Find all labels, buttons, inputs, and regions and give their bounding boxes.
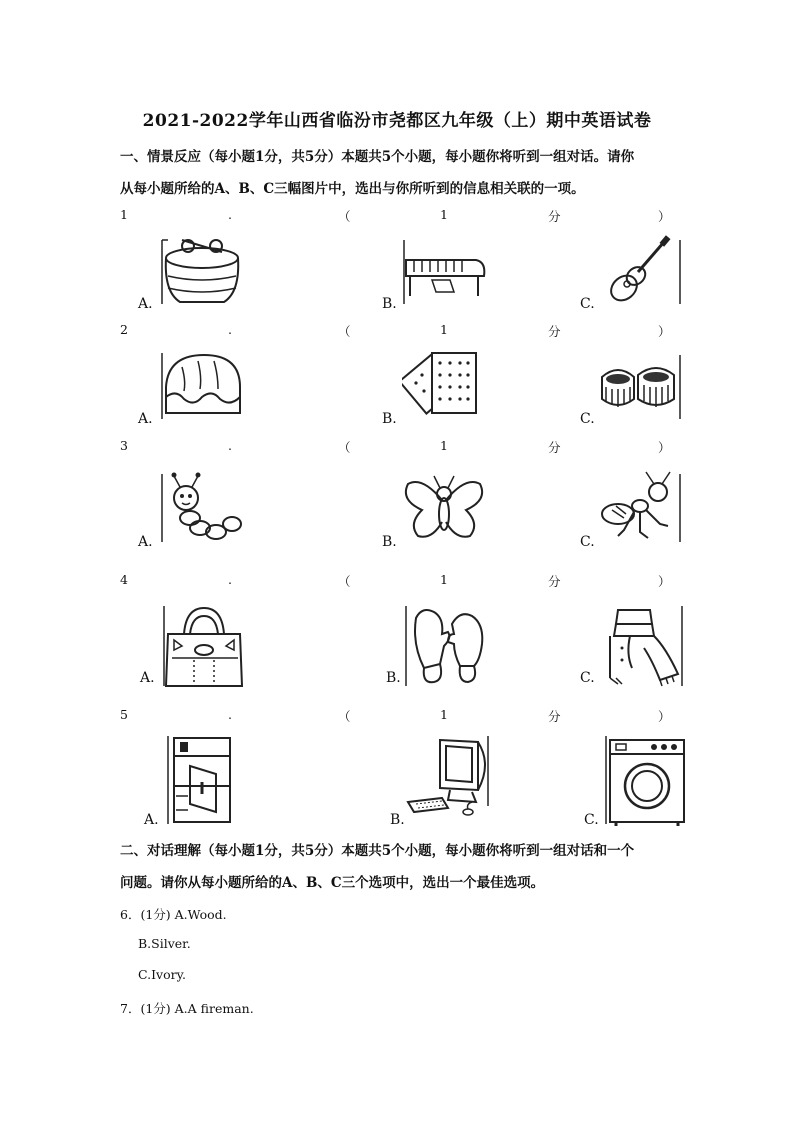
option-label: A.: [144, 812, 159, 828]
question-6-option-b[interactable]: B.Silver.: [138, 936, 191, 951]
question-4-option-b[interactable]: [386, 604, 488, 686]
score-value: 1: [440, 322, 448, 337]
question-1-header: [120, 207, 670, 225]
question-2-header: [120, 322, 670, 340]
score-unit: 分: [548, 324, 561, 339]
section1-line1: 一、情景反应（每小题1分，共5分）本题共5个小题，每小题你将听到一组对话。请你: [120, 149, 635, 165]
question-5-option-b[interactable]: [390, 734, 490, 828]
butterfly-icon: [402, 470, 486, 546]
option-label: B.: [382, 534, 397, 550]
score-unit: 分: [548, 209, 561, 224]
question-dot: .: [228, 207, 232, 222]
left-paren: （: [338, 709, 351, 724]
right-paren: ）: [658, 209, 671, 224]
question-2-option-c[interactable]: [580, 347, 682, 427]
question-6-option-c[interactable]: C.Ivory.: [138, 967, 186, 982]
fridge-icon: [166, 734, 250, 826]
exam-title: 2021-2022学年山西省临汾市尧都区九年级（上）期中英语试卷: [142, 111, 652, 131]
question-1-option-a[interactable]: [138, 232, 244, 312]
question-number: 4: [120, 572, 128, 587]
section2-instructions: [120, 835, 680, 899]
question-2-option-a[interactable]: [138, 347, 244, 427]
question-7-stem: 7．(1分) A.A fireman.: [120, 1001, 254, 1016]
option-label: C.: [584, 812, 599, 828]
score-unit: 分: [548, 709, 561, 724]
question-3-option-a[interactable]: [138, 470, 244, 550]
option-label: B.: [382, 411, 397, 427]
handbag-icon: [162, 604, 246, 688]
right-paren: ）: [658, 709, 671, 724]
question-number: 3: [120, 438, 128, 453]
option-label: B.: [386, 670, 401, 686]
score-unit: 分: [548, 440, 561, 455]
question-5-option-c[interactable]: [584, 734, 688, 828]
question-3-option-b[interactable]: [382, 470, 486, 550]
mittens-icon: [404, 604, 488, 688]
right-paren: ）: [658, 324, 671, 339]
ant-icon: [598, 470, 682, 546]
score-value: 1: [440, 707, 448, 722]
piano-icon: [402, 232, 486, 308]
computer-icon: [406, 734, 490, 826]
question-3-option-c[interactable]: [580, 470, 682, 550]
washing-machine-icon: [604, 734, 688, 826]
question-5-option-a[interactable]: [144, 734, 250, 828]
question-3-header: [120, 438, 670, 456]
caterpillar-icon: [160, 470, 244, 546]
guitar-icon: [598, 232, 682, 308]
bread-icon: [160, 347, 244, 423]
section2-line2: 问题。请你从每小题所给的A、B、C三个选项中，选出一个最佳选项。: [120, 875, 545, 891]
section1-instructions: [120, 141, 680, 205]
question-number: 5: [120, 707, 128, 722]
question-4-header: [120, 572, 670, 590]
option-label: A.: [138, 411, 153, 427]
question-1-option-b[interactable]: [382, 232, 486, 312]
question-dot: .: [228, 322, 232, 337]
left-paren: （: [338, 440, 351, 455]
question-4-option-c[interactable]: [580, 604, 684, 686]
option-label: A.: [140, 670, 155, 686]
option-label: C.: [580, 296, 595, 312]
question-dot: .: [228, 572, 232, 587]
left-paren: （: [338, 209, 351, 224]
score-value: 1: [440, 438, 448, 453]
right-paren: ）: [658, 440, 671, 455]
option-label: C.: [580, 534, 595, 550]
scarf-icon: [600, 604, 684, 688]
score-unit: 分: [548, 574, 561, 589]
option-label: B.: [382, 296, 397, 312]
section2-line1: 二、对话理解（每小题1分，共5分）本题共5个小题，每小题你将听到一组对话和一个: [120, 843, 635, 859]
option-label: A.: [138, 296, 153, 312]
section1-line2: 从每小题所给的A、B、C三幅图片中，选出与你所听到的信息相关联的一项。: [120, 181, 585, 197]
right-paren: ）: [658, 574, 671, 589]
score-value: 1: [440, 572, 448, 587]
question-number: 2: [120, 322, 128, 337]
mooncake-icon: [598, 347, 682, 423]
question-5-header: [120, 707, 670, 725]
question-4-option-a[interactable]: [140, 604, 246, 686]
question-dot: .: [228, 438, 232, 453]
option-label: B.: [390, 812, 405, 828]
option-label: C.: [580, 670, 595, 686]
left-paren: （: [338, 574, 351, 589]
drum-icon: [160, 232, 244, 308]
option-label: C.: [580, 411, 595, 427]
option-label: A.: [138, 534, 153, 550]
score-value: 1: [440, 207, 448, 222]
question-number: 1: [120, 207, 128, 222]
question-dot: .: [228, 707, 232, 722]
left-paren: （: [338, 324, 351, 339]
question-1-option-c[interactable]: [580, 232, 682, 312]
question-6-stem: 6．(1分) A.Wood.: [120, 907, 227, 922]
biscuit-icon: [402, 347, 486, 423]
question-2-option-b[interactable]: [382, 347, 486, 427]
